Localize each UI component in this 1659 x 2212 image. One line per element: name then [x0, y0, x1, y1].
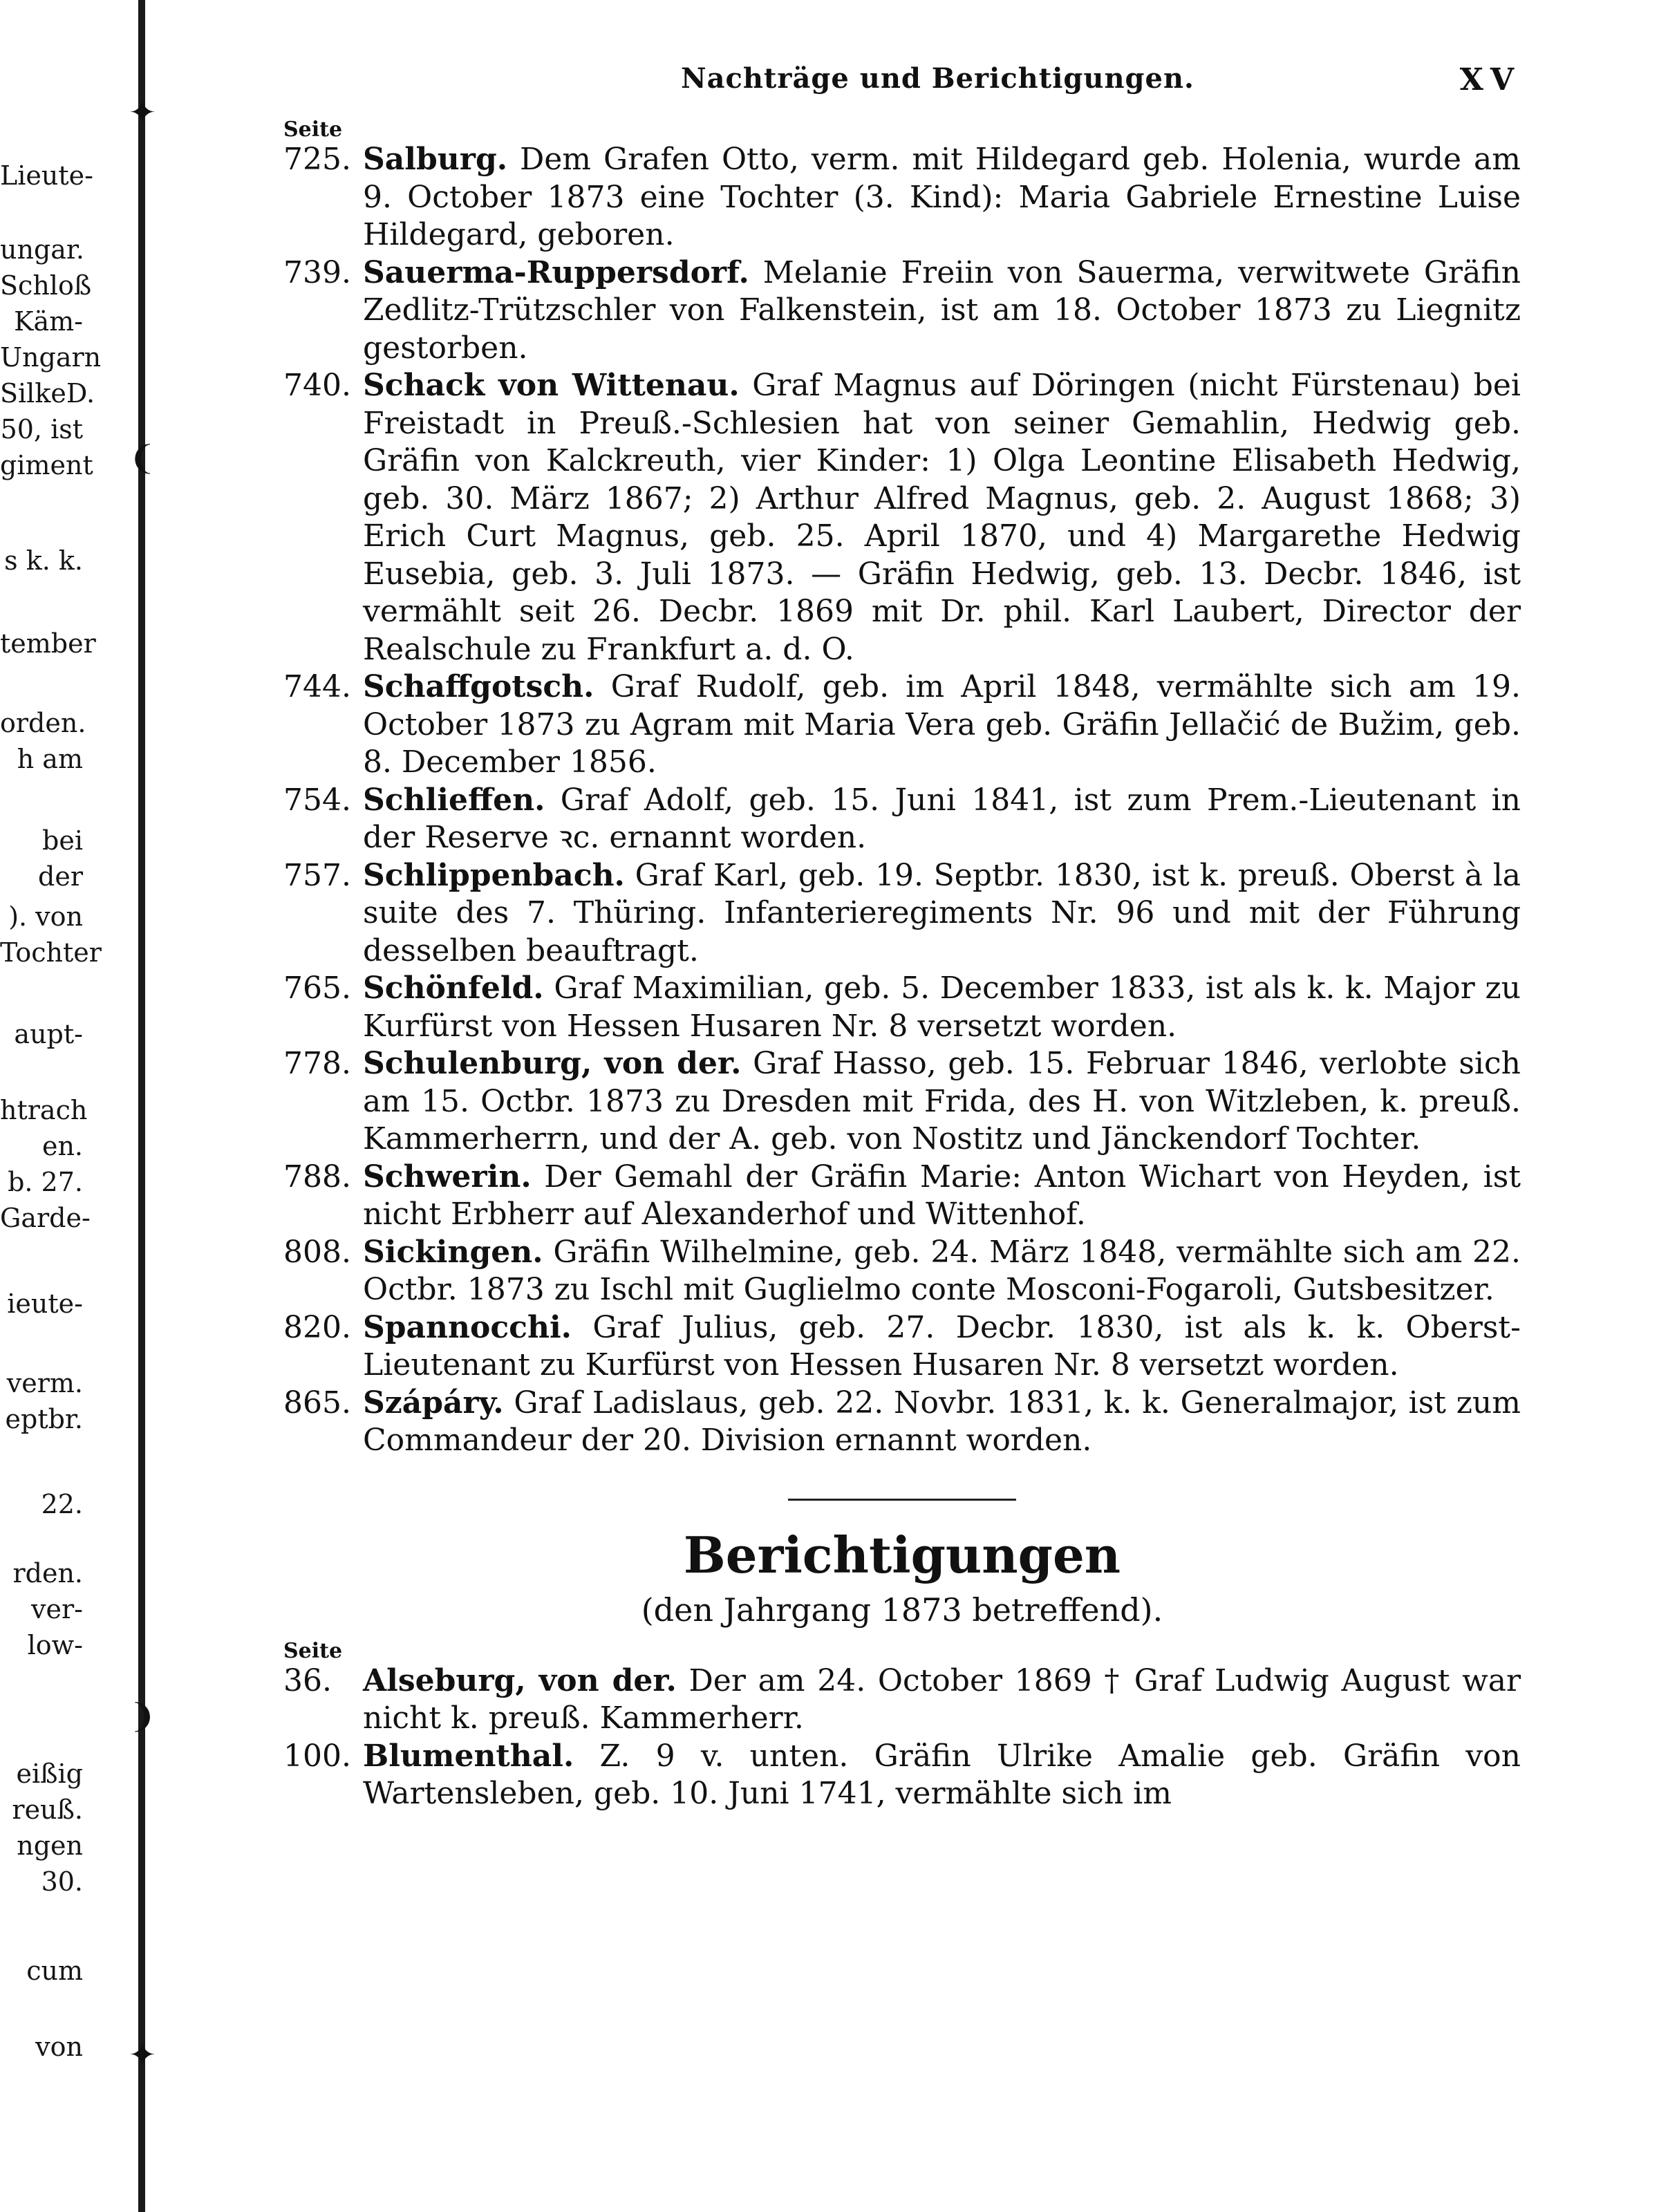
list-item: [283, 141, 1521, 254]
entry-page-ref: 754.: [283, 782, 351, 818]
entry-text: Graf Hasso, geb. 15. Februar 1846, verlobte sich am 15. Octbr. 1873 zu Dresden mit Frida, des H. von Witzleben, k. preuß. Kammerherrn, und der A. geb. von Nostitz und Jänckendorf Tochter.: [363, 1046, 1521, 1156]
seite-label: Seite: [283, 1638, 343, 1663]
margin-fragment: s k. k.: [4, 545, 83, 576]
entry-text: Graf Ladislaus, geb. 22. Novbr. 1831, k. k. Generalmajor, ist zum Commandeur der 20. Division ernannt worden.: [363, 1385, 1521, 1458]
entry-name: Schlieffen.: [363, 782, 545, 818]
list-item: [283, 1662, 1521, 1738]
entry-page-ref: 765.: [283, 971, 351, 1006]
margin-fragment: ). von Tochter: [0, 901, 102, 968]
entry-name: Schwerin.: [363, 1159, 532, 1194]
binding-mark-icon: ❨: [128, 439, 157, 478]
entry-text: Graf Julius, geb. 27. Decbr. 1830, ist als k. k. Oberst-Lieutenant zu Kurfürst von Hessen Husaren Nr. 8 versetzt worden.: [363, 1309, 1521, 1382]
list-item: [283, 1385, 1521, 1460]
entry-page-ref: 725.: [283, 142, 351, 177]
entry-text: Graf Adolf, geb. 15. Juni 1841, ist zum Prem.-Lieutenant in der Reserve ꝛc. ernannt worden.: [363, 782, 1521, 855]
entry-text: Dem Grafen Otto, verm. mit Hildegard geb. Holenia, wurde am 9. October 1873 eine Tochter (3. Kind): Maria Gabriele Ernestine Luise Hildegard, geboren.: [363, 142, 1521, 252]
margin-fragment: ungar. Schloß Käm- Ungarn SilkeD. 50, ist giment: [0, 234, 102, 480]
margin-fragment: orden. h am: [0, 708, 86, 774]
margin-fragment: aupt-: [14, 1019, 83, 1049]
binding-mark-icon: ❩: [128, 1697, 157, 1736]
entry-text: Graf Rudolf, geb. im April 1848, vermählte sich am 19. October 1873 zu Agram mit Maria Vera geb. Gräfin Jellačić de Bužim, geb. 8. December 1856.: [363, 669, 1521, 780]
entry-name: Schack von Wittenau.: [363, 368, 740, 403]
entry-text: Gräfin Wilhelmine, geb. 24. März 1848, vermählte sich am 22. Octbr. 1873 zu Ischl mit Guglielmo conte Mosconi-Fogaroli, Gutsbesitzer.: [363, 1234, 1521, 1307]
margin-fragment: verm. eptbr.: [5, 1368, 83, 1434]
entry-page-ref: 740.: [283, 368, 351, 403]
margin-fragment: rden. ver- low-: [12, 1558, 83, 1660]
margin-fragment: 22.: [41, 1489, 83, 1519]
page-number: XV: [1459, 62, 1521, 97]
entry-name: Blumenthal.: [363, 1738, 574, 1774]
binding-mark-icon: ✦: [128, 93, 157, 132]
margin-fragment: eißig reuß. ngen 30.: [12, 1759, 83, 1897]
binding-edge: [138, 0, 145, 2212]
section-divider: [788, 1499, 1016, 1501]
entry-text: Melanie Freiin von Sauerma, verwitwete Gräfin Zedlitz-Trützschler von Falkenstein, ist am 18. October 1873 zu Liegnitz gestorben.: [363, 254, 1521, 366]
entry-page-ref: 865.: [283, 1385, 351, 1421]
entry-name: Sauerma-Ruppersdorf.: [363, 254, 749, 290]
list-item: [283, 1738, 1521, 1813]
entry-name: Sickingen.: [363, 1234, 543, 1270]
entry-name: Alseburg, von der.: [363, 1662, 677, 1698]
list-item: [283, 1309, 1521, 1385]
section-subtitle: (den Jahrgang 1873 betreffend).: [641, 1591, 1163, 1629]
list-item: [283, 857, 1521, 971]
margin-fragment: cum: [26, 1956, 83, 1986]
list-item: [283, 668, 1521, 782]
page-header: [283, 55, 1521, 111]
entry-name: Salburg.: [363, 142, 508, 177]
page-content: [283, 55, 1521, 1813]
list-item: [283, 1045, 1521, 1159]
entry-page-ref: 808.: [283, 1234, 351, 1270]
entry-name: Spannocchi.: [363, 1309, 572, 1345]
entry-text: Graf Karl, geb. 19. Septbr. 1830, ist k. preuß. Oberst à la suite des 7. Thüring. Infanterieregiments Nr. 96 und mit der Führung desselben beauftragt.: [363, 857, 1521, 968]
nachtraege-list: [283, 141, 1521, 1460]
berichtigungen-list: [283, 1662, 1521, 1813]
list-item: [283, 254, 1521, 368]
entry-page-ref: 757.: [283, 857, 351, 893]
seite-label: Seite: [283, 118, 343, 142]
margin-fragment: bei der: [38, 825, 83, 892]
entry-page-ref: 739.: [283, 254, 351, 290]
running-title: Nachträge und Berichtigungen.: [681, 62, 1194, 95]
entry-page-ref: 36.: [283, 1662, 332, 1698]
entry-text: Der am 24. October 1869 † Graf Ludwig August war nicht k. preuß. Kammerherr.: [363, 1662, 1521, 1736]
list-item: [283, 1234, 1521, 1309]
entry-name: Szápáry.: [363, 1385, 504, 1421]
entry-text: Graf Maximilian, geb. 5. December 1833, ist als k. k. Major zu Kurfürst von Hessen Husaren Nr. 8 versetzt worden.: [363, 971, 1521, 1044]
entry-name: Schulenburg, von der.: [363, 1046, 742, 1081]
margin-fragment: von: [35, 2032, 83, 2062]
entry-text: Der Gemahl der Gräfin Marie: Anton Wichart von Heyden, ist nicht Erbherr auf Alexanderhof und Wittenhof.: [363, 1159, 1521, 1232]
margin-fragment: tember: [0, 628, 96, 659]
entry-page-ref: 744.: [283, 669, 351, 704]
entry-page-ref: 778.: [283, 1046, 351, 1081]
page-gutter: [0, 0, 159, 2212]
list-item: [283, 367, 1521, 668]
list-item: [283, 1159, 1521, 1234]
entry-name: Schlippenbach.: [363, 857, 625, 893]
entry-page-ref: 820.: [283, 1309, 351, 1345]
list-item: [283, 970, 1521, 1045]
entry-page-ref: 100.: [283, 1738, 351, 1774]
margin-fragment: ieute-: [7, 1288, 83, 1319]
list-item: [283, 782, 1521, 857]
entry-name: Schaffgotsch.: [363, 669, 594, 704]
entry-page-ref: 788.: [283, 1159, 351, 1194]
entry-name: Schönfeld.: [363, 971, 544, 1006]
section-title: Berichtigungen: [683, 1525, 1121, 1584]
margin-fragment: Lieute-: [0, 160, 93, 191]
binding-mark-icon: ✦: [128, 2036, 157, 2074]
entry-text: Graf Magnus auf Döringen (nicht Fürstenau) bei Freistadt in Preuß.-Schlesien hat von seiner Gemahlin, Hedwig geb. Gräfin von Kalckreuth, vier Kinder: 1) Olga Leontine Elisabeth Hedwig, geb. 30. März 1867; 2) Arthur Alfred Magnus, geb. 2. August 1868; 3) Erich Curt Magnus, geb. 25. April 1870, und 4) Margarethe Hedwig Eusebia, geb. 3. Juli 1873. — Gräfin Hedwig, geb. 13. Decbr. 1846, ist vermählt seit 26. Decbr. 1869 mit Dr. phil. Karl Laubert, Director der Realschule zu Frankfurt a. d. O.: [363, 368, 1521, 667]
margin-fragment: htrach en. b. 27. Garde-: [0, 1095, 91, 1233]
entry-text: Z. 9 v. unten. Gräfin Ulrike Amalie geb. Gräfin von Wartensleben, geb. 10. Juni 1741, vermählte sich im: [363, 1738, 1521, 1811]
